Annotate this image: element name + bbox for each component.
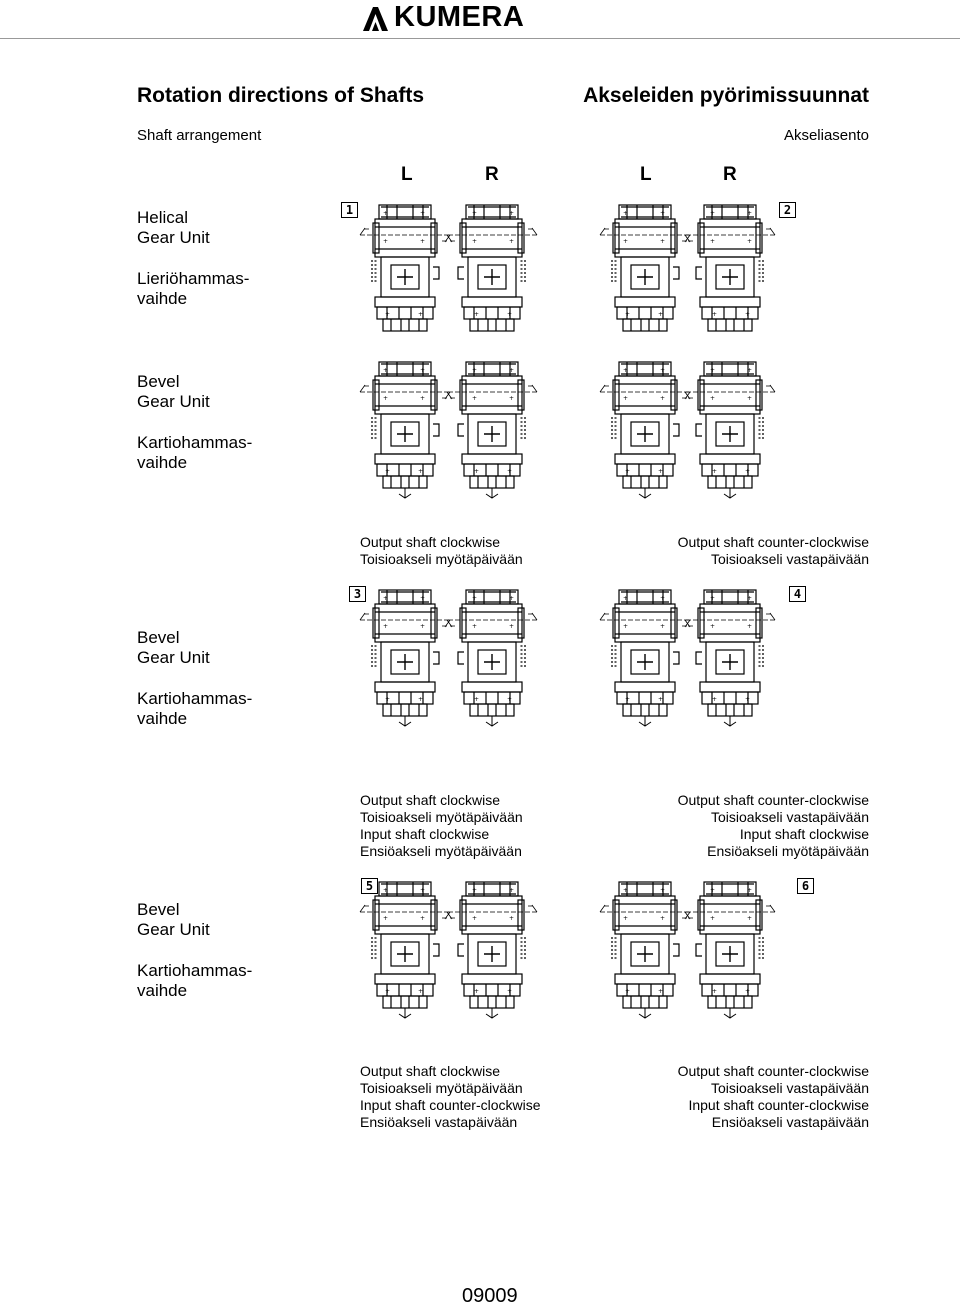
caption-line: Input shaft counter-clockwise [688, 1097, 869, 1113]
row2-label-line2: Gear Unit [137, 392, 210, 411]
row1-label-line3: Lieriöhammas- [137, 269, 250, 288]
caption-line: Output shaft clockwise [360, 534, 501, 550]
arrangement-badge-1: 1 [341, 202, 358, 218]
kumera-logo-icon [360, 3, 390, 33]
caption-line: Ensiöakseli vastapäivään [360, 1114, 518, 1130]
gear-unit-drawing-icon [355, 882, 455, 1022]
brand-name: KUMERA [394, 1, 525, 33]
gear-unit-drawing-icon [680, 882, 780, 1022]
row1-label-line1: Helical [137, 208, 189, 227]
caption-line: Toisioakseli myötäpäivään [360, 1080, 523, 1096]
row4-caption-right [678, 1063, 869, 1131]
arrangement-badge-4: 4 [789, 586, 806, 602]
gear-unit-drawing-icon [442, 205, 542, 345]
gear-unit-drawing-icon [355, 362, 455, 502]
caption-line: Input shaft clockwise [739, 826, 869, 842]
document-code: 09009 [462, 1285, 518, 1307]
caption-line: Toisioakseli vastapäivään [711, 551, 869, 567]
gear-unit-drawing-icon [680, 205, 780, 345]
gear-unit-drawing-icon [442, 882, 542, 1022]
row1-label-line2: Gear Unit [137, 228, 210, 247]
caption-line: Toisioakseli myötäpäivään [360, 551, 523, 567]
column-header-r1: R [485, 164, 499, 185]
caption-line: Toisioakseli myötäpäivään [360, 809, 523, 825]
page-title-fi: Akseleiden pyörimissuunnat [583, 84, 869, 107]
row3-label-line4: vaihde [137, 709, 188, 728]
column-header-l1: L [401, 164, 413, 185]
row3-label [137, 628, 252, 729]
gear-unit-drawing-icon [680, 590, 780, 730]
page-title-en: Rotation directions of Shafts [137, 84, 425, 107]
row1-label [137, 208, 249, 309]
subtitle-en: Shaft arrangement [137, 127, 262, 144]
arrangement-badge-6: 6 [797, 878, 814, 894]
row3-label-line2: Gear Unit [137, 648, 210, 667]
row4-label-line1: Bevel [137, 900, 180, 919]
row2-label-line3: Kartiohammas- [137, 433, 253, 452]
row2-caption-right [678, 534, 869, 568]
row1-label-line4: vaihde [137, 289, 188, 308]
caption-line: Output shaft clockwise [360, 1063, 501, 1079]
row4-label-line2: Gear Unit [137, 920, 210, 939]
row3-caption-left [360, 792, 523, 860]
row4-label [137, 900, 252, 1001]
caption-line: Input shaft clockwise [360, 826, 490, 842]
caption-line: Output shaft counter-clockwise [677, 534, 869, 550]
caption-line: Output shaft clockwise [360, 792, 501, 808]
subtitle-fi: Akseliasento [783, 127, 869, 144]
column-header-r2: R [723, 164, 737, 185]
kumera-logo [360, 2, 600, 32]
row2-caption-left [360, 534, 523, 568]
caption-line: Output shaft counter-clockwise [677, 792, 869, 808]
caption-line: Toisioakseli vastapäivään [711, 809, 869, 825]
gear-unit-drawing-icon [680, 362, 780, 502]
row2-label [137, 372, 252, 473]
caption-line: Ensiöakseli myötäpäivään [707, 843, 869, 859]
row4-label-line4: vaihde [137, 981, 188, 1000]
gear-unit-drawing-icon [355, 205, 455, 345]
row4-label-line3: Kartiohammas- [137, 961, 253, 980]
arrangement-badge-2: 2 [779, 202, 796, 218]
arrangement-badge-5: 5 [361, 878, 378, 894]
caption-line: Toisioakseli vastapäivään [711, 1080, 869, 1096]
row3-label-line1: Bevel [137, 628, 180, 647]
row3-label-line3: Kartiohammas- [137, 689, 253, 708]
caption-line: Input shaft counter-clockwise [360, 1097, 541, 1113]
caption-line: Ensiöakseli myötäpäivään [360, 843, 522, 859]
arrangement-badge-3: 3 [349, 586, 366, 602]
caption-line: Ensiöakseli vastapäivään [711, 1114, 869, 1130]
column-header-l2: L [640, 164, 652, 185]
gear-unit-drawing-icon [442, 590, 542, 730]
header-divider [0, 38, 960, 39]
row4-caption-left [360, 1063, 541, 1131]
gear-unit-drawing-icon [355, 590, 455, 730]
row3-caption-right [678, 792, 869, 860]
gear-unit-drawing-icon [442, 362, 542, 502]
row2-label-line1: Bevel [137, 372, 180, 391]
caption-line: Output shaft counter-clockwise [677, 1063, 869, 1079]
row2-label-line4: vaihde [137, 453, 188, 472]
